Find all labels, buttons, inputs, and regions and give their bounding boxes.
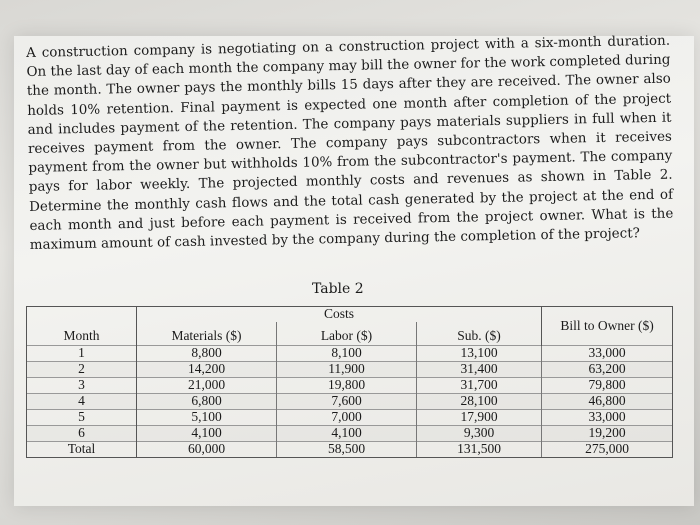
problem-text: A construction company is negotiating on a construction project with a six-month duration. On the last day of each month the company may bill the owner for the work completed during the month. The owner pays the monthly bills 15 days after they are received. The owner also holds 10% retention. Final payment is expected one month after completion of the project and includes payment of the retention. The company pays materials suppliers in full when it receives payment from the owner. The company pays subcontractors when it receives payment from the owner but withholds 10% from the subcontractor's payment. The company pays for labor weekly. The projected monthly costs and revenues as shown in Table 2. Determine the monthly cash flows and the total cash generated by the project at the end of each month and just before each payment is received from the project owner. What is the maximum amount of cash invested by the company during the completion of the project? [26,33,674,253]
labor-cell: 8,100 [277,345,417,361]
bill-cell: 63,200 [542,361,673,377]
cost-table [26,306,673,458]
sub-cell: 31,700 [417,377,542,393]
bill-cell: 33,000 [542,409,673,425]
materials-header: Materials ($) [137,322,277,346]
month-cell: 3 [27,377,137,393]
table-caption: Table 2 [312,281,364,297]
labor-cell: 4,100 [277,425,417,441]
labor-cell: 58,500 [277,441,417,457]
materials-cell: 21,000 [137,377,277,393]
table-row [27,361,673,377]
sub-header: Sub. ($) [417,322,542,346]
costs-group-header: Costs [137,307,542,322]
month-cell: 5 [27,409,137,425]
table-row [27,409,673,425]
table-group-header-row [27,307,673,322]
sub-cell: 17,900 [417,409,542,425]
labor-cell: 19,800 [277,377,417,393]
table-row [27,345,673,361]
month-cell: 1 [27,345,137,361]
month-cell: 4 [27,393,137,409]
table-row [27,393,673,409]
sub-cell: 13,100 [417,345,542,361]
materials-cell: 4,100 [137,425,277,441]
problem-statement [26,32,674,256]
month-cell: 6 [27,425,137,441]
bill-cell: 19,200 [542,425,673,441]
month-cell: Total [27,441,137,457]
labor-header: Labor ($) [277,322,417,346]
sub-cell: 131,500 [417,441,542,457]
table-row [27,377,673,393]
empty-header-cell [27,307,137,322]
bill-cell: 79,800 [542,377,673,393]
materials-cell: 14,200 [137,361,277,377]
labor-cell: 11,900 [277,361,417,377]
materials-cell: 8,800 [137,345,277,361]
materials-cell: 6,800 [137,393,277,409]
bill-cell: 33,000 [542,345,673,361]
table-row [27,425,673,441]
month-cell: 2 [27,361,137,377]
labor-cell: 7,000 [277,409,417,425]
sub-cell: 9,300 [417,425,542,441]
labor-cell: 7,600 [277,393,417,409]
bill-cell: 46,800 [542,393,673,409]
sub-cell: 31,400 [417,361,542,377]
table-total-row [27,441,673,457]
materials-cell: 60,000 [137,441,277,457]
materials-cell: 5,100 [137,409,277,425]
bill-cell: 275,000 [542,441,673,457]
sub-cell: 28,100 [417,393,542,409]
bill-header: Bill to Owner ($) [542,307,673,346]
month-header: Month [27,322,137,346]
